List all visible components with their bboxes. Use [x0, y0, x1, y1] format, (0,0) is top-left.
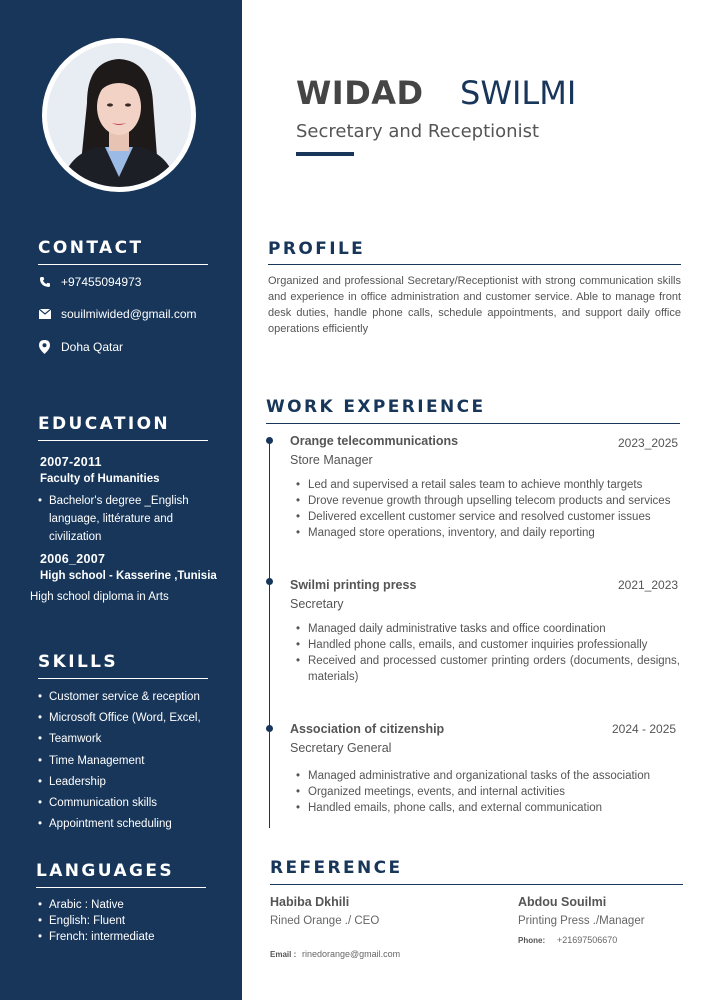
list-item: • Managed administrative and organizational tasks of the association	[296, 770, 651, 782]
list-item: • Managed store operations, inventory, and daily reporting	[296, 527, 595, 539]
job-dates: 2024 - 2025	[612, 722, 677, 736]
experience-divider	[266, 423, 680, 424]
list-item: • Received and processed customer printing orders (documents, designs, materials)	[296, 655, 680, 683]
phone-icon	[38, 276, 51, 289]
languages-list	[38, 897, 154, 945]
contact-phone	[38, 275, 141, 289]
job-dates: 2023_2025	[618, 436, 679, 450]
contact-email	[38, 307, 197, 321]
skills-heading: SKILLS	[38, 652, 119, 672]
profile-divider	[268, 264, 681, 265]
phone-number[interactable]: +97455094973	[61, 275, 142, 289]
reference-email[interactable]: rinedorange@gmail.com	[302, 949, 401, 959]
job-company: Swilmi printing press	[290, 578, 417, 592]
profile-heading: PROFILE	[268, 239, 366, 259]
list-item: • Handled phone calls, emails, and customer inquiries professionally	[296, 639, 648, 651]
reference-heading: REFERENCE	[270, 858, 403, 878]
education-detail: High school diploma in Arts	[30, 591, 169, 603]
timeline-dot	[266, 725, 273, 732]
education-school: Faculty of Humanities	[40, 473, 160, 485]
job-company: Association of citizenship	[290, 722, 445, 736]
job-role: Secretary General	[290, 741, 392, 755]
reference-name: Habiba Dkhili	[270, 895, 350, 909]
job-bullets	[296, 621, 680, 685]
education-detail: • Bachelor's degree _English language, littérature and civilization	[38, 492, 208, 546]
languages-heading: LANGUAGES	[36, 861, 175, 881]
reference-phone[interactable]: +21697506670	[557, 935, 618, 945]
list-item: • English: Fluent	[38, 915, 126, 927]
languages-divider	[36, 887, 206, 888]
job-company: Orange telecommunications	[290, 434, 459, 448]
list-item: • Drove revenue growth through upselling telecom products and services	[296, 495, 671, 507]
education-heading: EDUCATION	[38, 414, 171, 434]
list-item: • Customer service & reception	[38, 690, 200, 703]
list-item: • Time Management	[38, 754, 145, 767]
list-item: • Arabic : Native	[38, 899, 124, 911]
profile-photo-frame	[42, 38, 196, 192]
list-item: • Appointment scheduling	[38, 818, 172, 831]
job-bullets	[296, 477, 680, 541]
envelope-icon	[38, 308, 51, 321]
first-name: WIDAD	[296, 74, 424, 112]
timeline-dot	[266, 437, 273, 444]
last-name: SWILMI	[460, 74, 577, 112]
list-item: • Leadership	[38, 775, 106, 788]
reference-role: Rined Orange ./ CEO	[270, 915, 380, 927]
list-item: • French: intermediate	[38, 931, 155, 943]
list-item: • Led and supervised a retail sales team to achieve monthly targets	[296, 479, 643, 491]
job-role: Secretary	[290, 597, 344, 611]
bullet-icon: •	[38, 495, 43, 507]
contact-location	[38, 340, 123, 354]
sidebar	[0, 0, 242, 1000]
location-pin-icon	[38, 341, 51, 354]
reference-contact-label: Phone:	[518, 936, 546, 945]
list-item: • Managed daily administrative tasks and office coordination	[296, 623, 606, 635]
profile-summary: Organized and professional Secretary/Receptionist with strong communication skills and experience in office administration and customer service. Able to manage front desk duties, handle phone calls, schedule appointments, and support daily office operations efficiently	[268, 275, 681, 335]
profile-photo	[47, 43, 191, 187]
email-address[interactable]: souilmiwided@gmail.com	[61, 307, 197, 321]
education-divider	[38, 440, 208, 441]
contact-heading: CONTACT	[38, 238, 144, 258]
list-item: • Communication skills	[38, 797, 158, 810]
reference-role: Printing Press ./Manager	[518, 915, 645, 927]
skills-list	[38, 686, 201, 835]
location-text: Doha Qatar	[61, 340, 124, 354]
timeline-dot	[266, 578, 273, 585]
job-title: Secretary and Receptionist	[296, 121, 540, 142]
contact-divider	[38, 264, 208, 265]
reference-contact-label: Email :	[270, 950, 297, 959]
reference-name: Abdou Souilmi	[518, 895, 607, 909]
timeline-line	[269, 440, 270, 828]
list-item: • Microsoft Office (Word, Excel,	[38, 711, 201, 724]
education-school: High school - Kasserine ,Tunisia	[40, 570, 217, 582]
reference-divider	[270, 884, 683, 885]
list-item: • Delivered excellent customer service and resolved customer issues	[296, 511, 651, 523]
title-underline	[296, 152, 354, 156]
list-item: • Handled emails, phone calls, and external communication	[296, 802, 603, 814]
education-years: 2006_2007	[40, 552, 106, 566]
education-years: 2007-2011	[40, 455, 102, 469]
job-bullets	[296, 768, 680, 816]
job-role: Store Manager	[290, 453, 373, 467]
skills-divider	[38, 678, 208, 679]
list-item: • Organized meetings, events, and internal activities	[296, 786, 565, 798]
job-dates: 2021_2023	[618, 578, 679, 592]
list-item: • Teamwork	[38, 733, 102, 746]
experience-heading: WORK EXPERIENCE	[266, 397, 486, 417]
